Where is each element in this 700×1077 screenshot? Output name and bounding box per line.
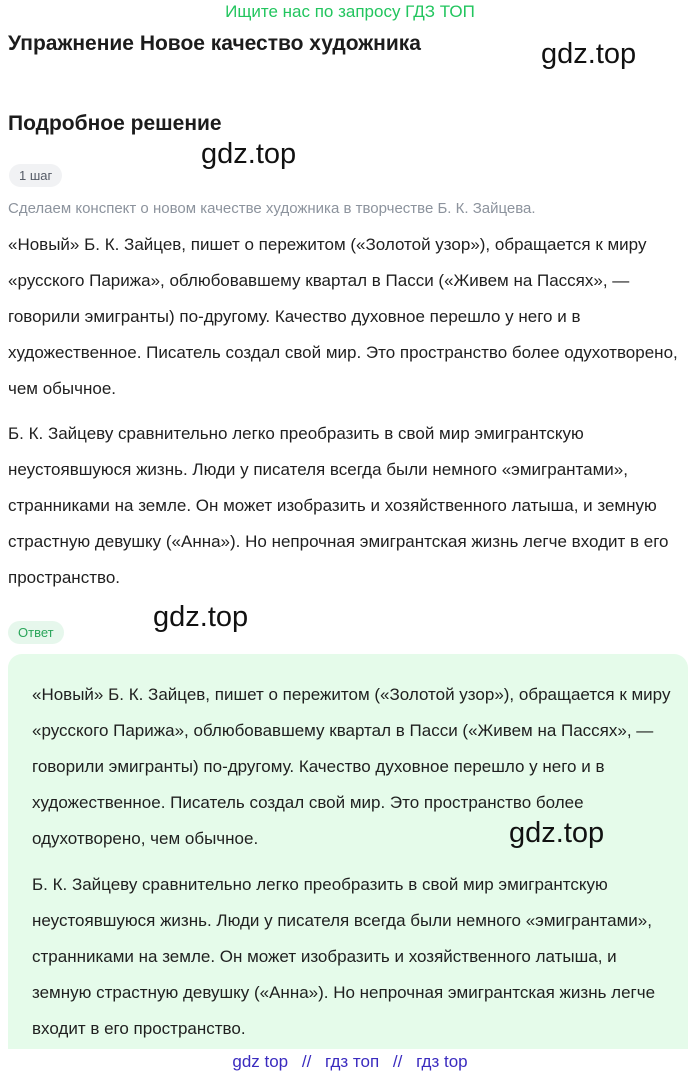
footer-link[interactable]: гдз top <box>416 1052 468 1071</box>
watermark: gdz.top <box>509 817 605 849</box>
search-banner: Ищите нас по запросу ГДЗ ТОП <box>225 2 475 21</box>
section-title: Подробное решение <box>8 112 222 135</box>
watermark: gdz.top <box>201 138 297 170</box>
solution-paragraph: Б. К. Зайцеву сравнительно легко преобразить в свой мир эмигрантскую неустоявшуюся жизнь. Люди у писателя всегда были немного «эмигрантами», странниками на земле. Он может изобразить и хозяйственного латыша, и земную страстную девушку («Анна»). Но непрочная эмигрантская жизнь легче входит в его пространство. <box>8 424 669 587</box>
watermark: gdz.top <box>541 38 637 70</box>
footer-link[interactable]: gdz top <box>232 1052 289 1071</box>
footer-links <box>0 1052 700 1072</box>
footer-link[interactable]: гдз топ <box>325 1052 380 1071</box>
answer-paragraph: «Новый» Б. К. Зайцев, пишет о пережитом («Золотой узор»), обращается к миру «русского Парижа», облюбовавшему квартал в Пасси («Живем на Пассях», — говорили эмигранты) по-другому. Качество духовное перешло у него и в художественное. Писатель создал свой мир. Это пространство более одухотворено, чем обычное. <box>32 685 671 848</box>
footer-separator: // <box>301 1052 312 1071</box>
solution-paragraph: «Новый» Б. К. Зайцев, пишет о пережитом («Золотой узор»), обращается к миру «русского Парижа», облюбовавшему квартал в Пасси («Живем на Пассях», — говорили эмигранты) по-другому. Качество духовное перешло у него и в художественное. Писатель создал свой мир. Это пространство более одухотворено, чем обычное. <box>8 235 678 398</box>
step-badge: 1 шаг <box>9 164 62 187</box>
footer-separator: // <box>392 1052 403 1071</box>
hint-text: Сделаем конспект о новом качестве художника в творчестве Б. К. Зайцева. <box>8 200 536 217</box>
answer-badge: Ответ <box>8 621 64 644</box>
answer-paragraph: Б. К. Зайцеву сравнительно легко преобразить в свой мир эмигрантскую неустоявшуюся жизнь. Люди у писателя всегда были немного «эмигрантами», странниками на земле. Он может изобразить и хозяйственного латыша, и земную страстную девушку («Анна»). Но непрочная эмигрантская жизнь легче входит в его пространство. <box>32 875 656 1038</box>
exercise-title: Упражнение Новое качество художника <box>8 32 421 55</box>
watermark: gdz.top <box>153 601 249 633</box>
